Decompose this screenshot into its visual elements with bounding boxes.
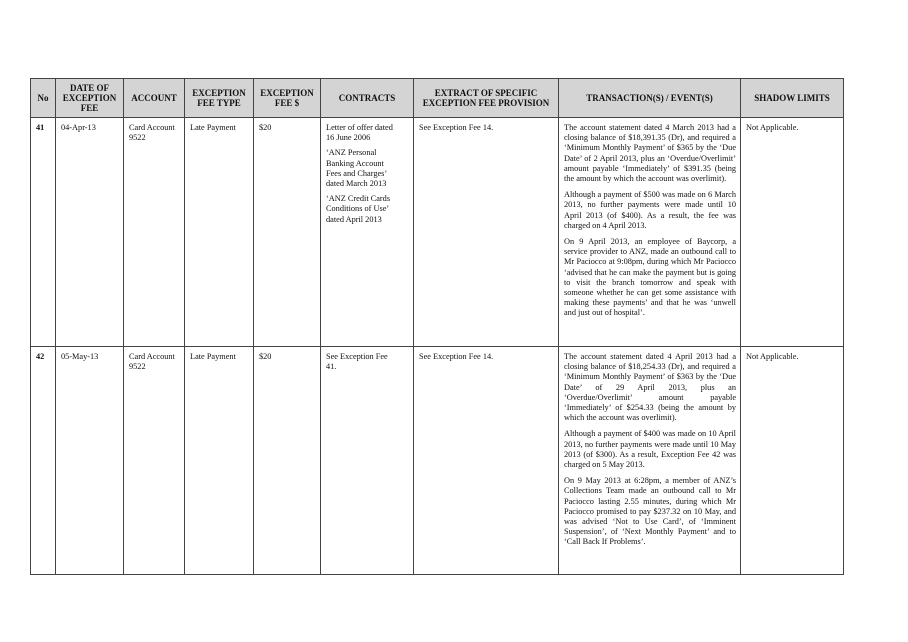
header-extract: EXTRACT OF SPECIFIC EXCEPTION FEE PROVISION <box>414 79 559 118</box>
row-fee: $20 <box>254 347 321 575</box>
row-extract: See Exception Fee 14. <box>414 118 559 347</box>
header-transactions: TRANSACTION(S) / EVENT(S) <box>559 79 741 118</box>
table-header <box>31 79 844 118</box>
contract-item: Letter of offer dated 16 June 2006 <box>326 123 393 143</box>
table-row <box>31 347 844 575</box>
contract-item: ‘ANZ Credit Cards Conditions of Use’ dated April 2013 <box>326 194 391 224</box>
row-fee-type: Late Payment <box>185 118 254 347</box>
row-number: 42 <box>31 347 56 575</box>
transaction-paragraph: On 9 April 2013, an employee of Baycorp, a service provider to ANZ, made an outbound call to Mr Paciocco at 9:08pm, during which Mr Paciocco ‘advised that he can make the payment but is going to visit the branch tomorrow and speak with someone whether he can get some assistance with making these payments’ and that he was ‘unwell and just out of hospital’. <box>564 237 736 318</box>
header-fee: EXCEPTION FEE $ <box>254 79 321 118</box>
row-account: Card Account 9522 <box>124 347 185 575</box>
header-fee-type: EXCEPTION FEE TYPE <box>185 79 254 118</box>
row-extract: See Exception Fee 14. <box>414 347 559 575</box>
transaction-paragraph: On 9 May 2013 at 6:28pm, a member of ANZ’s Collections Team made an outbound call to Mr Paciocco lasting 2.55 minutes, during which Mr Paciocco promised to pay $237.32 on 10 May, and was advised ‘Not to Use Card’, of ‘Imminent Suspension’, of ‘Next Monthly Payment’ and to ‘Call Back If Problems’. <box>564 476 736 547</box>
row-date: 05-May-13 <box>56 347 124 575</box>
contract-item: See Exception Fee 41. <box>326 352 388 372</box>
row-date: 04-Apr-13 <box>56 118 124 347</box>
transaction-paragraph: Although a payment of $500 was made on 6 March 2013, no further payments were made until 10 April 2013 (of $400). As a result, the fee was charged on 4 April 2013. <box>564 190 736 230</box>
transaction-paragraph: The account statement dated 4 April 2013 had a closing balance of $18,254.33 (Dr), and required a ‘Minimum Monthly Payment’ of $363 by the ‘Due Date’ of 29 April 2013, plus an ‘Overdue/Overlimit’ amount payable ‘Immediately’ of $254.33 (being the amount by which the account was overlimit). <box>564 352 736 423</box>
row-transactions <box>559 347 741 575</box>
transaction-paragraph: The account statement dated 4 March 2013 had a closing balance of $18,391.35 (Dr), and required a ‘Minimum Monthly Payment’ of $365 by the ‘Due Date’ of 2 April 2013, plus an ‘Overdue/Overlimit’ amount payable ‘Immediately’ of $391.35 (being the amount by which the account was overlimit). <box>564 123 736 184</box>
header-account: ACCOUNT <box>124 79 185 118</box>
row-fee-type: Late Payment <box>185 347 254 575</box>
row-contracts <box>321 118 414 347</box>
table-body <box>31 118 844 575</box>
header-row <box>31 79 844 118</box>
contract-item: ‘ANZ Personal Banking Account Fees and Charges’ dated March 2013 <box>326 148 387 189</box>
row-shadow-limits: Not Applicable. <box>741 347 844 575</box>
row-account: Card Account 9522 <box>124 118 185 347</box>
row-contracts <box>321 347 414 575</box>
transaction-paragraph: Although a payment of $400 was made on 10 April 2013, no further payments were made until 10 May 2013 (of $300). As a result, Exception Fee 42 was charged on 5 May 2013. <box>564 429 736 470</box>
row-fee: $20 <box>254 118 321 347</box>
row-shadow-limits: Not Applicable. <box>741 118 844 347</box>
row-transactions <box>559 118 741 347</box>
row-number: 41 <box>31 118 56 347</box>
exception-fee-schedule-table <box>30 78 844 575</box>
header-no: No <box>31 79 56 118</box>
header-contracts: CONTRACTS <box>321 79 414 118</box>
header-shadow-limits: SHADOW LIMITS <box>741 79 844 118</box>
table-row <box>31 118 844 347</box>
header-date: DATE OF EXCEPTION FEE <box>56 79 124 118</box>
